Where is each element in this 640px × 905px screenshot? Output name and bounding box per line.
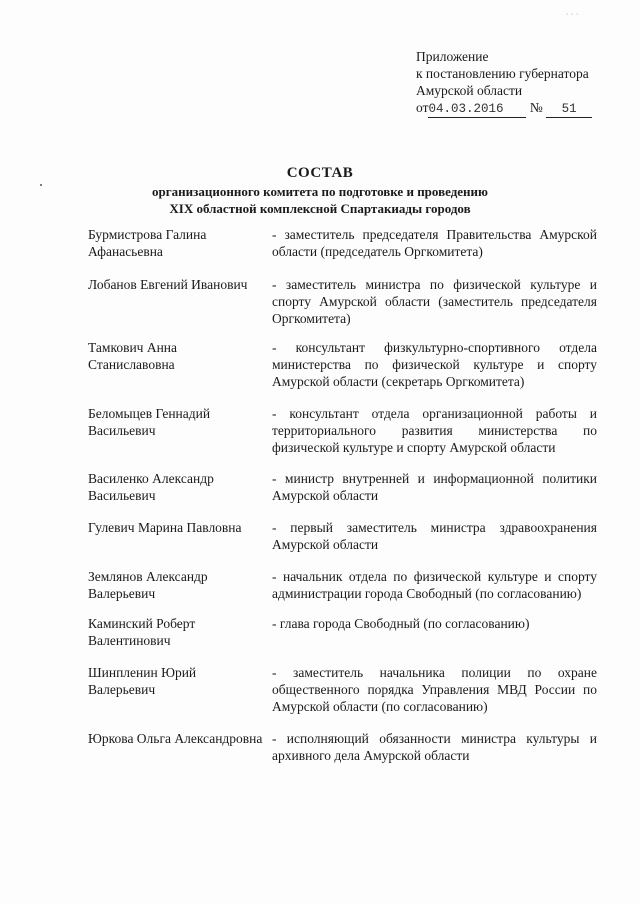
date-value: 04.03.2016 [428,102,504,116]
heading-main: СОСТАВ [286,165,354,181]
member-name: Василенко Александр Васильевич [88,471,214,503]
member-role: - начальник отдела по физической культуре и спорту администрации города Свободный (по согласованию) [272,569,597,601]
heading-line-2: XIX областной комплексной Спартакиады городов [169,201,471,216]
member-role: - первый заместитель министра здравоохранения Амурской области [272,520,597,552]
member-name: Лобанов Евгений Иванович [88,277,248,292]
member-name: Тамкович Анна Станиславовна [88,340,178,372]
member-name: Шинпленин Юрий Валерьевич [88,665,197,697]
member-role: - заместитель министра по физической культуре и спорту Амурской области (заместитель председателя Оргкомитета) [272,277,597,326]
member-role: - консультант физкультурно-спортивного отдела министерства по физической культуре и спорту Амурской области (секретарь Оргкомитета) [272,340,597,389]
appendix-header [416,48,626,118]
member-name: Гулевич Марина Павловна [88,520,242,535]
member-name: Каминский Роберт Валентинович [88,616,196,648]
heading-line-1: организационного комитета по подготовке и проведению [152,184,488,199]
number-value: 51 [561,102,577,116]
member-name: Юркова Ольга Александровна [88,731,263,746]
date-number-line [416,99,626,118]
appendix-line-2: к постановлению губернатора [416,66,589,81]
member-name: Землянов Александр Валерьевич [88,569,208,601]
corner-scan-mark: · · · [566,10,579,19]
member-role: - заместитель председателя Правительства Амурской области (председатель Оргкомитета) [272,227,597,259]
appendix-line-1: Приложение [416,49,489,64]
member-role: - исполняющий обязанности министра культуры и архивного дела Амурской области [272,731,597,763]
member-name: Бурмистрова Галина Афанасьевна [88,227,207,259]
appendix-line-3: Амурской области [416,83,523,98]
member-role: - глава города Свободный (по согласованию) [272,616,530,631]
number-label: № [529,100,543,115]
member-role: - консультант отдела организационной работы и территориального развития министерства по физической культуре и спорту Амурской области [272,406,597,455]
member-role: - заместитель начальника полиции по охране общественного порядка Управления МВД России по Амурской области (по согласованию) [272,665,597,714]
date-prefix: от [416,100,429,115]
member-name: Беломыцев Геннадий Васильевич [88,406,211,438]
member-role: - министр внутренней и информационной политики Амурской области [272,471,597,503]
document-heading [0,163,640,217]
